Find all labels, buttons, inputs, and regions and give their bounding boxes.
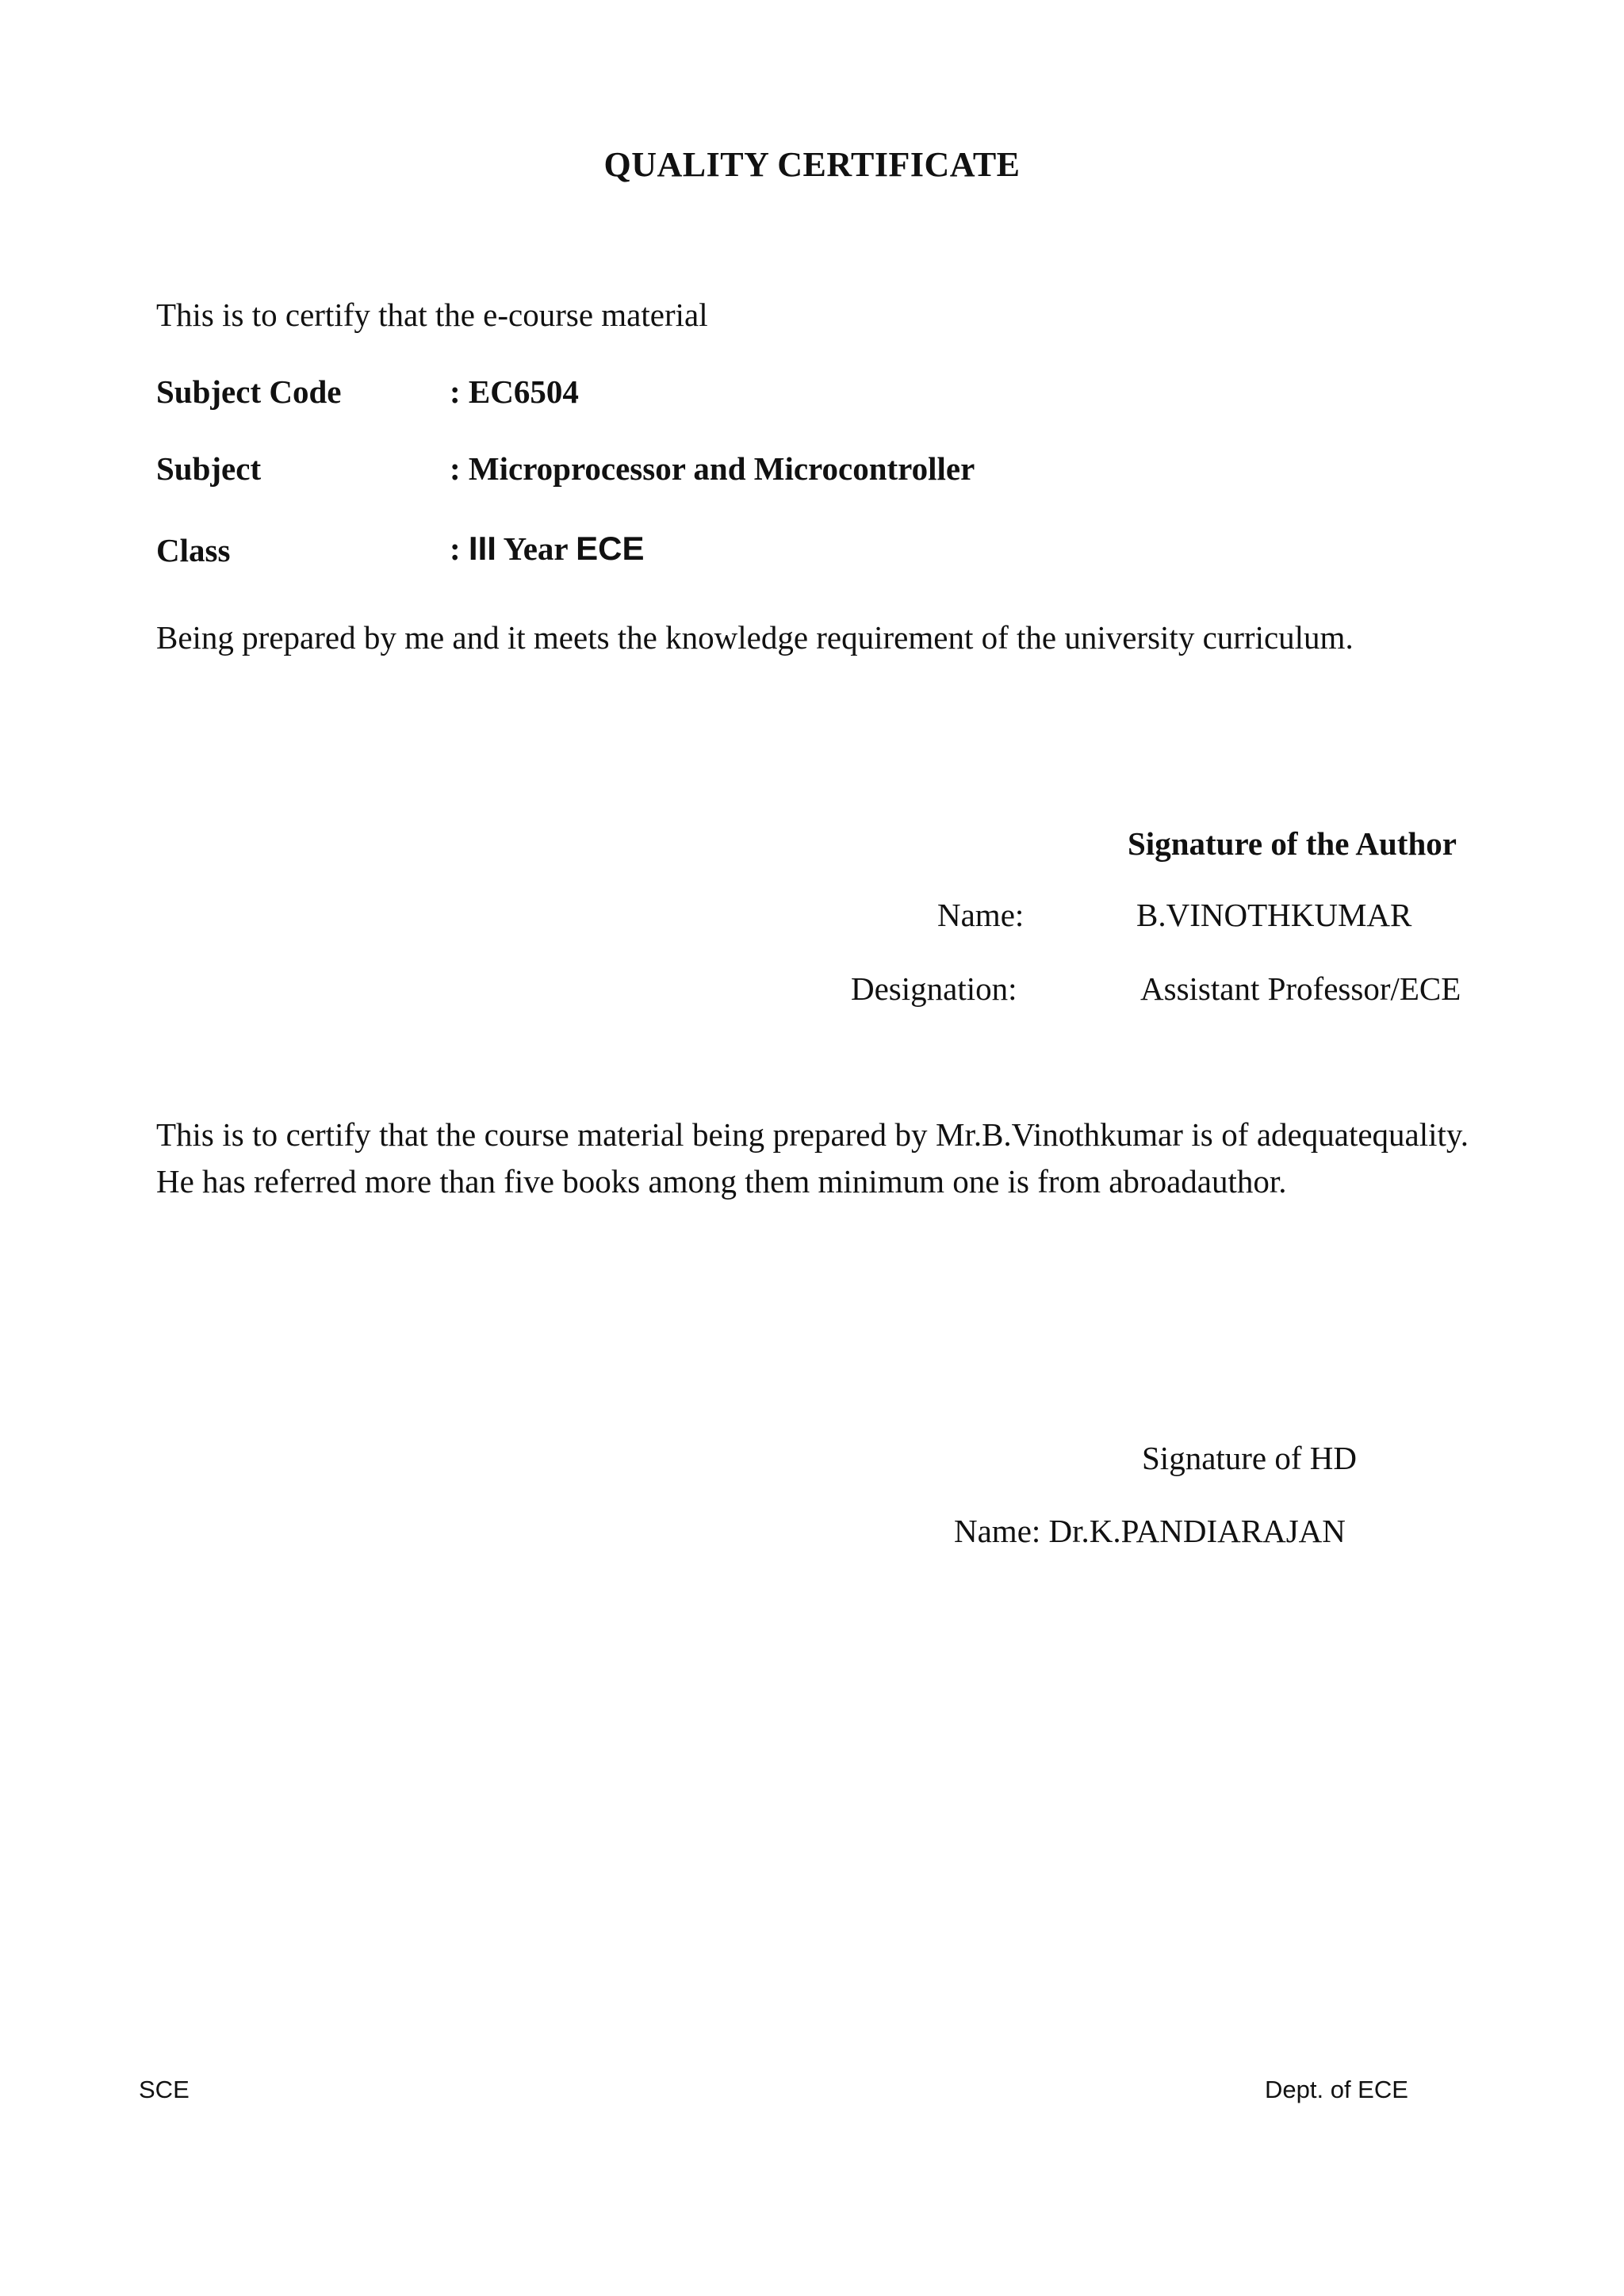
subject-code-value: : EC6504 xyxy=(450,373,579,410)
class-value xyxy=(450,530,644,568)
class-year-word: Year xyxy=(496,530,576,567)
intro-text: This is to certify that the e-course material xyxy=(156,297,708,333)
subject-value: : Microprocessor and Microcontroller xyxy=(450,450,975,487)
class-prefix: : xyxy=(450,530,469,567)
hod-signature-heading: Signature of HD xyxy=(1142,1440,1358,1476)
author-designation-value: Assistant Professor/ECE xyxy=(1140,970,1461,1007)
subject-label: Subject xyxy=(156,450,262,487)
author-signature-heading: Signature of the Author xyxy=(1128,825,1457,862)
class-dept: ECE xyxy=(576,530,645,567)
author-designation-label: Designation: xyxy=(851,970,1017,1007)
footer-right: Dept. of ECE xyxy=(1265,2076,1408,2103)
class-label: Class xyxy=(156,532,231,568)
page-title: QUALITY CERTIFICATE xyxy=(603,145,1021,184)
class-year-roman: III xyxy=(468,530,496,567)
author-name-value: B.VINOTHKUMAR xyxy=(1136,897,1412,933)
author-name-label: Name: xyxy=(937,897,1025,933)
certification-paragraph: This is to certify that the course material being prepared by Mr.B.Vinothkumar is of adequatequality. He has referred more than five books among them minimum one is from abroadauthor. xyxy=(156,1116,1469,1200)
hod-name: Name: Dr.K.PANDIARAJAN xyxy=(954,1513,1346,1549)
footer-left: SCE xyxy=(139,2076,190,2103)
statement-text: Being prepared by me and it meets the knowledge requirement of the university curriculum. xyxy=(156,619,1354,656)
subject-code-label: Subject Code xyxy=(156,373,342,410)
